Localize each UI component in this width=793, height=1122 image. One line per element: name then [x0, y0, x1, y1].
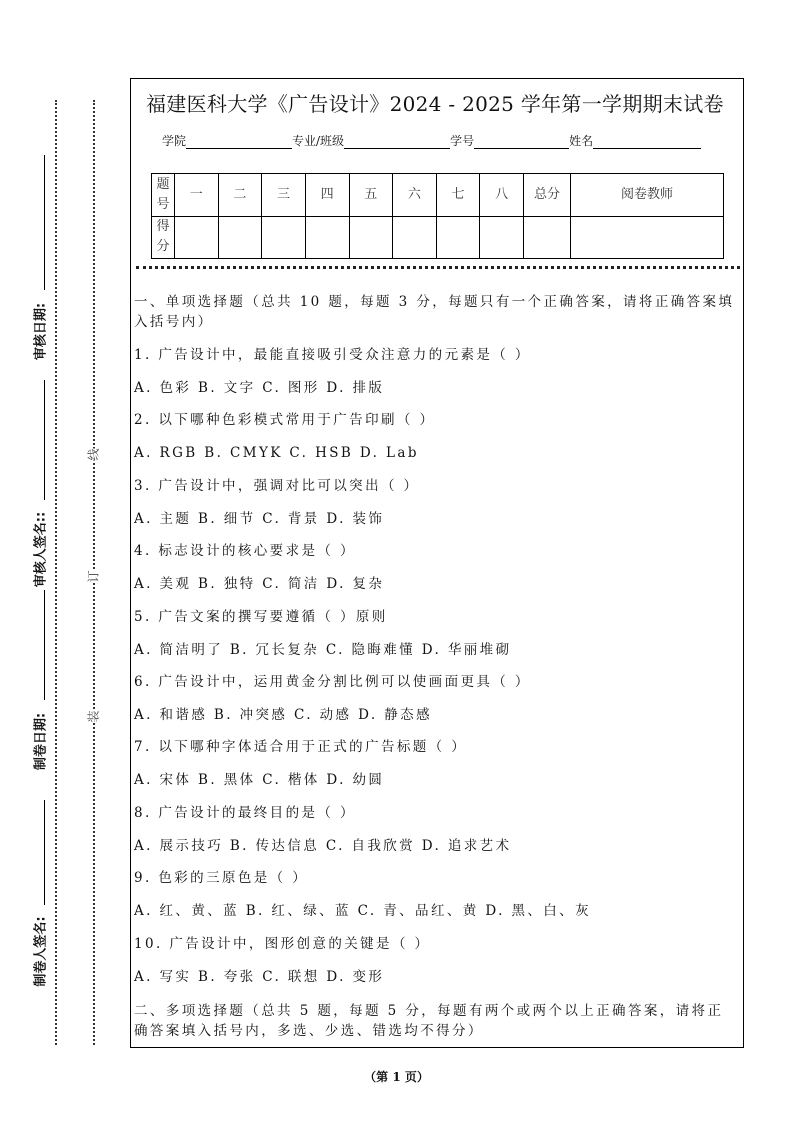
- reviewer-sign-label: 审核人签名::: [33, 511, 49, 588]
- score-cell[interactable]: [393, 216, 437, 259]
- review-date-label: 审核日期:: [33, 302, 49, 361]
- reviewer-sign-line: [44, 380, 45, 500]
- col-7: 七: [436, 174, 480, 217]
- field-id-blank[interactable]: [474, 134, 569, 149]
- score-table: [151, 173, 724, 259]
- score-cell[interactable]: [305, 216, 349, 259]
- field-major-blank[interactable]: [344, 134, 450, 149]
- col-6: 六: [393, 174, 437, 217]
- score-label: 得分: [152, 216, 175, 259]
- col-1: 一: [175, 174, 219, 217]
- col-8: 八: [480, 174, 524, 217]
- options-6: A. 和谐感 B. 冲突感 C. 动感 D. 静态感: [134, 707, 432, 723]
- score-cell[interactable]: [349, 216, 393, 259]
- options-1: A. 色彩 B. 文字 C. 图形 D. 排版: [134, 380, 385, 396]
- question-5: 5. 广告文案的撰写要遵循（ ）原则: [134, 608, 388, 625]
- score-table-score-row: [152, 216, 724, 259]
- binding-char-xian: 线: [86, 448, 101, 461]
- question-2: 2. 以下哪种色彩模式常用于广告印刷（ ）: [134, 412, 436, 429]
- field-college-label: 学院: [162, 134, 187, 148]
- col-3: 三: [262, 174, 306, 217]
- col-total: 总分: [524, 174, 571, 217]
- col-4: 四: [305, 174, 349, 217]
- score-cell[interactable]: [218, 216, 262, 259]
- field-id-label: 学号: [450, 134, 475, 148]
- options-2: A. RGB B. CMYK C. HSB D. Lab: [134, 445, 419, 462]
- options-8: A. 展示技巧 B. 传达信息 C. 自我欣赏 D. 追求艺术: [134, 837, 512, 854]
- dotted-divider: [136, 266, 740, 269]
- score-table-header-row: [152, 174, 724, 217]
- col-grader: 阅卷教师: [571, 174, 724, 217]
- options-4: A. 美观 B. 独特 C. 简洁 D. 复杂: [134, 576, 385, 593]
- question-9: 9. 色彩的三原色是（ ）: [134, 870, 309, 887]
- col-2: 二: [218, 174, 262, 217]
- exam-title: 福建医科大学《广告设计》2024 - 2025 学年第一学期期末试卷: [146, 92, 724, 116]
- maker-sign-label: 制卷人签名:: [33, 916, 49, 987]
- maker-sign-line: [44, 800, 45, 905]
- question-10: 10. 广告设计中，图形创意的关键是（ ）: [134, 935, 431, 952]
- options-3: A. 主题 B. 细节 C. 背景 D. 装饰: [134, 510, 385, 527]
- question-4: 4. 标志设计的核心要求是（ ）: [134, 543, 356, 560]
- options-5: A. 简洁明了 B. 冗长复杂 C. 隐晦难懂 D. 华丽堆砌: [134, 641, 512, 658]
- make-date-label: 制卷日期:: [33, 712, 49, 771]
- seal-line-outer: [55, 100, 57, 1045]
- section2-heading: 二、多项选择题（总共 5 题，每题 5 分，每题有两个或两个以上正确答案，请将正: [134, 1003, 724, 1019]
- section1-heading-cont: 入括号内）: [134, 314, 214, 330]
- options-9: A. 红、黄、蓝 B. 红、绿、蓝 C. 青、品红、黄 D. 黑、白、灰: [134, 903, 591, 920]
- score-cell[interactable]: [524, 216, 571, 259]
- question-8: 8. 广告设计的最终目的是（ ）: [134, 804, 356, 821]
- field-major-label: 专业/班级: [292, 134, 345, 148]
- review-date-line: [44, 155, 45, 290]
- question-7: 7. 以下哪种字体适合用于正式的广告标题（ ）: [134, 739, 468, 756]
- page-number: （第 1 页）: [364, 1070, 429, 1084]
- question-6: 6. 广告设计中，运用黄金分割比例可以使画面更具（ ）: [134, 674, 531, 690]
- field-college-blank[interactable]: [186, 134, 292, 149]
- binding-char-zhuang: 装: [86, 710, 101, 723]
- header-label: 题号: [152, 174, 175, 217]
- score-cell[interactable]: [262, 216, 306, 259]
- question-1: 1. 广告设计中，最能直接吸引受众注意力的元素是（ ）: [134, 347, 531, 363]
- options-10: A. 写实 B. 夸张 C. 联想 D. 变形: [134, 968, 385, 985]
- col-5: 五: [349, 174, 393, 217]
- section2-heading-cont: 确答案填入括号内，多选、少选、错选均不得分）: [134, 1023, 484, 1039]
- binding-char-ding: 订: [86, 570, 101, 583]
- options-7: A. 宋体 B. 黑体 C. 楷体 D. 幼圆: [134, 772, 385, 789]
- student-info-row: [162, 132, 701, 149]
- score-cell[interactable]: [175, 216, 219, 259]
- score-cell[interactable]: [436, 216, 480, 259]
- question-3: 3. 广告设计中，强调对比可以突出（ ）: [134, 477, 420, 494]
- score-cell[interactable]: [571, 216, 724, 259]
- field-name-label: 姓名: [569, 134, 594, 148]
- score-cell[interactable]: [480, 216, 524, 259]
- field-name-blank[interactable]: [593, 134, 701, 149]
- section1-heading: 一、单项选择题（总共 10 题，每题 3 分，每题只有一个正确答案，请将正确答案填: [134, 294, 735, 310]
